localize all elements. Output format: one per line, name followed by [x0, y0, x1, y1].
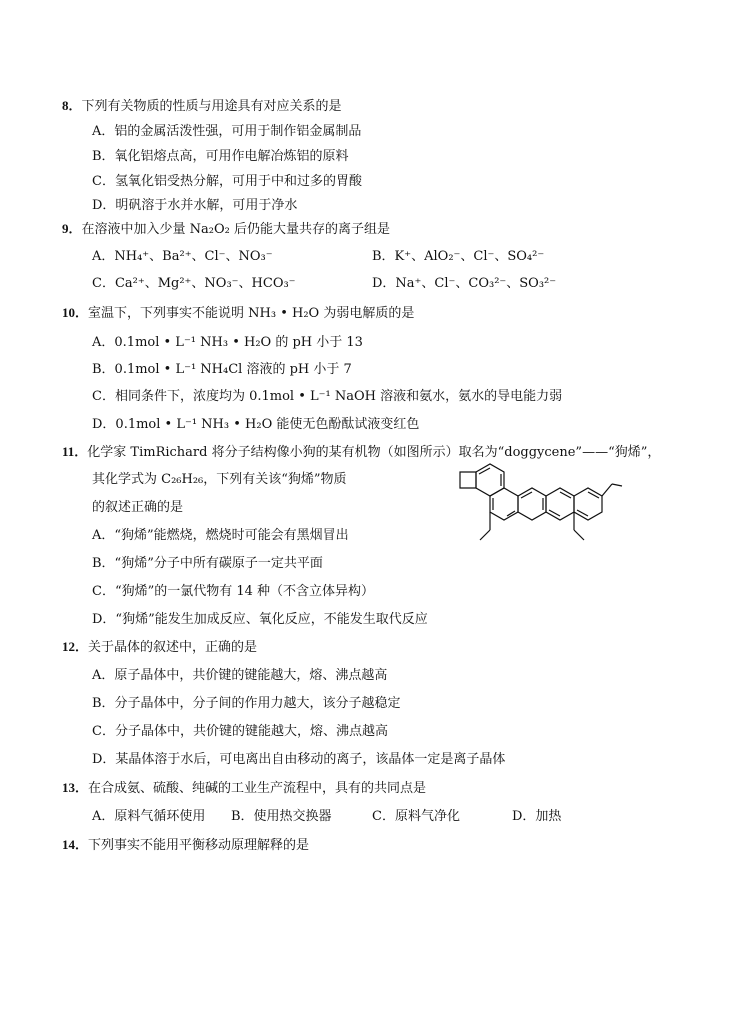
option-b: B．“狗烯”分子中所有碳原子一定共平面 — [92, 556, 323, 571]
question-9 — [62, 218, 390, 237]
question-stem: 化学家 TimRichard 将分子结构像小狗的某有机物（如图所示）取名为“doggycene”——“狗烯”， — [87, 445, 661, 460]
option-d: D．“狗烯”能发生加成反应、氧化反应，不能发生取代反应 — [92, 612, 428, 627]
question-number: 8． — [62, 98, 82, 113]
option-b: B．0.1mol • L⁻¹ NH₄Cl 溶液的 pH 小于 7 — [92, 362, 352, 377]
question-number: 12． — [62, 639, 89, 654]
option-a: A．NH₄⁺、Ba²⁺、Cl⁻、NO₃⁻ — [92, 249, 273, 264]
question-8 — [62, 95, 342, 114]
question-10 — [62, 302, 414, 321]
question-14 — [62, 834, 309, 853]
question-stem-line-3: 的叙述正确的是 — [92, 500, 184, 515]
option-d: D．某晶体溶于水后，可电离出自由移动的离子，该晶体一定是离子晶体 — [92, 752, 506, 767]
option-c: C．原料气净化 — [372, 809, 460, 824]
question-stem: 在溶液中加入少量 Na₂O₂ 后仍能大量共存的离子组是 — [81, 222, 390, 237]
option-d: D．加热 — [512, 809, 562, 824]
question-number: 9． — [62, 221, 82, 236]
question-number: 14． — [62, 837, 89, 852]
question-stem: 在合成氨、硫酸、纯碱的工业生产流程中，具有的共同点是 — [88, 781, 427, 796]
question-stem: 下列事实不能用平衡移动原理解释的是 — [88, 838, 310, 853]
question-stem: 下列有关物质的性质与用途具有对应关系的是 — [81, 99, 342, 114]
option-a: A．0.1mol • L⁻¹ NH₃ • H₂O 的 pH 小于 13 — [92, 335, 363, 350]
option-c: C．分子晶体中，共价键的键能越大，熔、沸点越高 — [92, 724, 388, 739]
question-stem: 关于晶体的叙述中，正确的是 — [88, 640, 258, 655]
option-a: A．铝的金属活泼性强，可用于制作铝金属制品 — [92, 124, 362, 139]
doggycene-structure-diagram — [450, 458, 630, 558]
option-c: C．氢氧化铝受热分解，可用于中和过多的胃酸 — [92, 174, 362, 189]
option-d: D．Na⁺、Cl⁻、CO₃²⁻、SO₃²⁻ — [372, 276, 557, 291]
question-12 — [62, 636, 257, 655]
question-number: 11． — [62, 444, 88, 459]
option-b: B．氧化铝熔点高，可用作电解冶炼铝的原料 — [92, 149, 349, 164]
option-b: B．分子晶体中，分子间的作用力越大，该分子越稳定 — [92, 696, 401, 711]
question-number: 10． — [62, 305, 89, 320]
option-b: B．使用热交换器 — [231, 809, 332, 824]
question-stem: 室温下，下列事实不能说明 NH₃ • H₂O 为弱电解质的是 — [88, 306, 415, 321]
option-c: C．相同条件下，浓度均为 0.1mol • L⁻¹ NaOH 溶液和氨水，氨水的导电能力弱 — [92, 389, 563, 404]
option-d: D．明矾溶于水并水解，可用于净水 — [92, 198, 298, 213]
option-d: D．0.1mol • L⁻¹ NH₃ • H₂O 能使无色酚酞试液变红色 — [92, 417, 420, 432]
option-c: C．“狗烯”的一氯代物有 14 种（不含立体异构） — [92, 584, 375, 599]
question-number: 13． — [62, 780, 89, 795]
option-a: A．原子晶体中，共价键的键能越大，熔、沸点越高 — [92, 668, 388, 683]
option-a: A．原料气循环使用 — [92, 809, 206, 824]
option-b: B．K⁺、AlO₂⁻、Cl⁻、SO₄²⁻ — [372, 249, 545, 264]
option-c: C．Ca²⁺、Mg²⁺、NO₃⁻、HCO₃⁻ — [92, 276, 296, 291]
question-stem-line-2: 其化学式为 C₂₆H₂₆，下列有关该“狗烯”物质 — [92, 472, 347, 487]
option-a: A．“狗烯”能燃烧，燃烧时可能会有黑烟冒出 — [92, 528, 349, 543]
question-13 — [62, 777, 426, 796]
